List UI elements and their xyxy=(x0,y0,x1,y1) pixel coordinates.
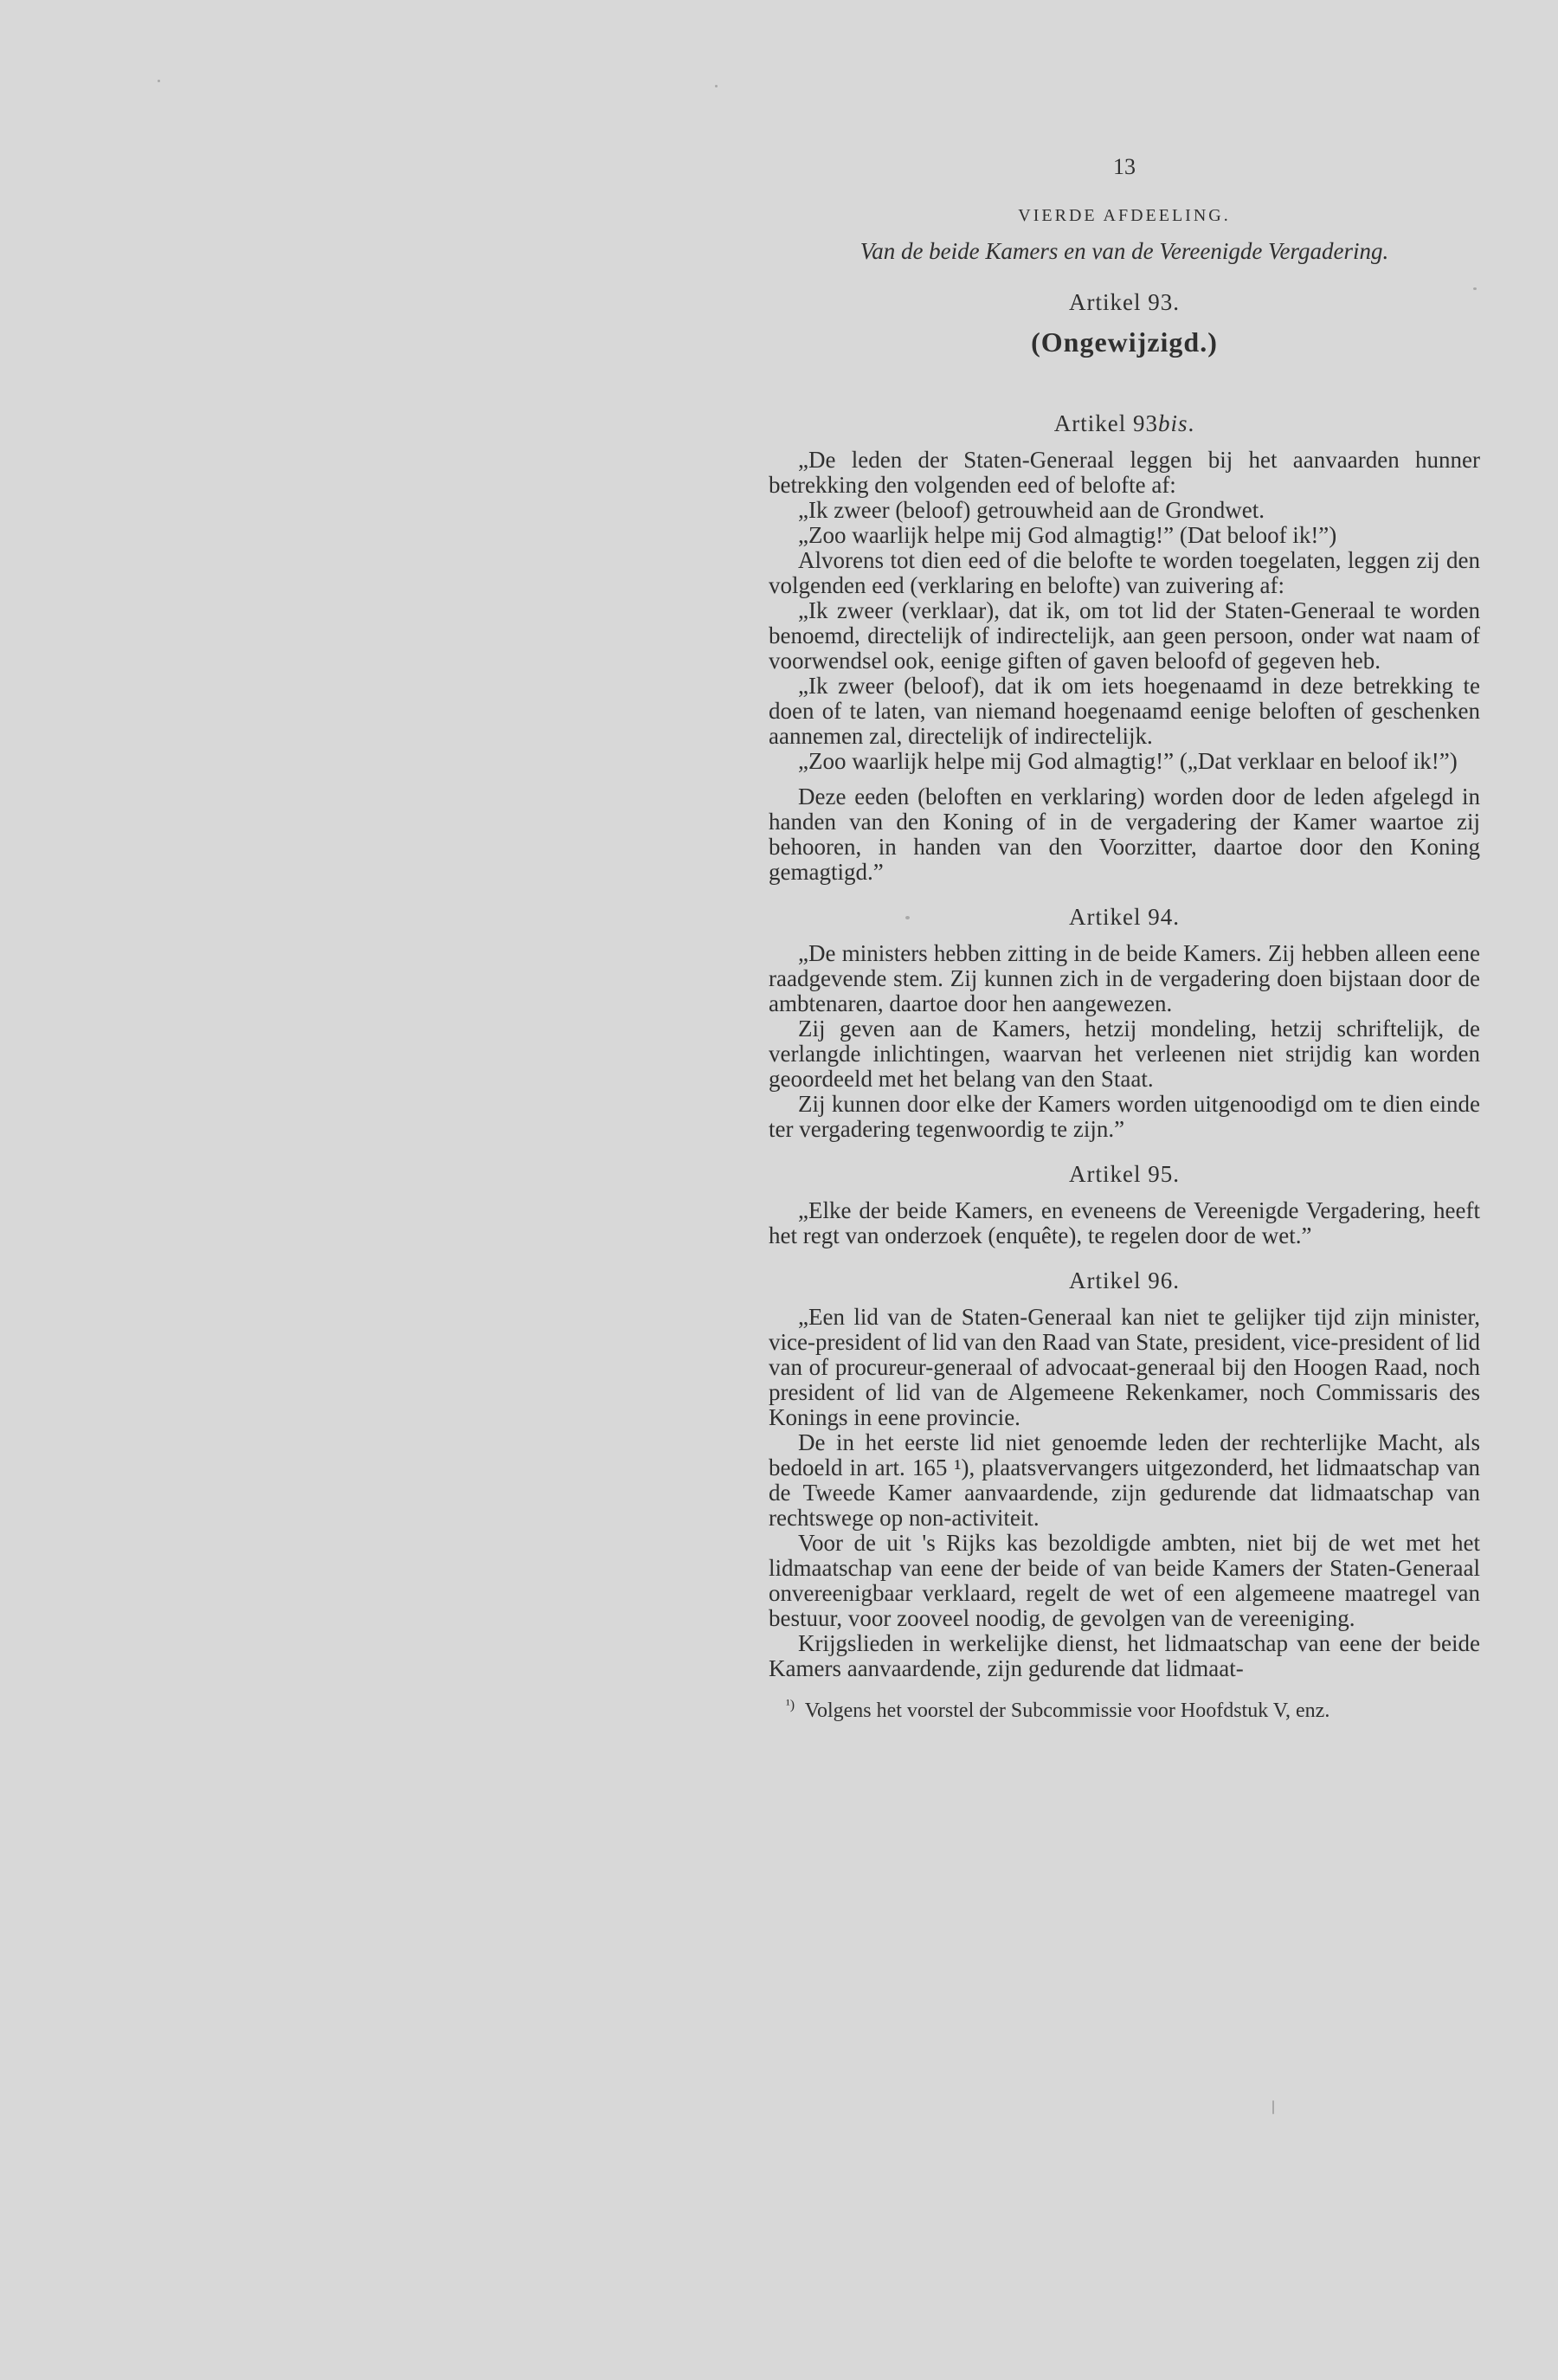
paragraph: „Een lid van de Staten-Generaal kan niet te gelijker tijd zijn minister, vice-president of lid van den Raad van State, president, vice-president of lid van of procureur-generaal of advocaat-generaal bij den Hoogen Raad, noch president of lid van de Algemeene Rekenkamer, noch Commissaris des Konings in eene provincie. xyxy=(769,1304,1480,1430)
footnote-text: Volgens het voorstel der Subcommissie voor Hoofdstuk V, enz. xyxy=(804,1700,1330,1722)
article-93bis xyxy=(769,410,1480,885)
paragraph: Voor de uit 's Rijks kas bezoldigde ambten, niet bij de wet met het lidmaatschap van eene der beide of van beide Kamers der Staten-Generaal onvereenigbaar verklaard, regelt de wet of een algemeene maatregel van bestuur, voor zooveel noodig, de gevolgen van de vereeniging. xyxy=(769,1530,1480,1631)
footnote-mark: ¹) xyxy=(786,1698,795,1712)
paragraph: Zij kunnen door elke der Kamers worden uitgenoodigd om te dien einde ter vergadering tegenwoordig te zijn.” xyxy=(769,1091,1480,1142)
scan-speck xyxy=(158,80,160,82)
footnote xyxy=(769,1693,1480,1723)
article-94 xyxy=(769,904,1480,1142)
section-subtitle: Van de beide Kamers en van de Vereenigde Vergadering. xyxy=(859,238,1389,264)
article-96 xyxy=(769,1267,1480,1681)
article-title: Artikel 96. xyxy=(1069,1267,1180,1293)
paragraph: Krijgslieden in werkelijke dienst, het lidmaatschap van eene der beide Kamers aanvaardende, zijn gedurende dat lidmaat- xyxy=(769,1630,1480,1681)
article-95 xyxy=(769,1161,1480,1248)
paragraph: „Zoo waarlijk helpe mij God almagtig!” (Dat beloof ik!”) xyxy=(798,522,1337,548)
article-93 xyxy=(769,289,1480,358)
paragraph: „Ik zweer (beloof) getrouwheid aan de Grondwet. xyxy=(798,497,1265,523)
paragraph: Alvorens tot dien eed of die belofte te worden toegelaten, leggen zij den volgenden eed (verklaring en belofte) van zuivering af: xyxy=(769,547,1480,598)
article-note: (Ongewijzigd.) xyxy=(1031,326,1218,358)
paragraph: „De leden der Staten-Generaal leggen bij het aanvaarden hunner betrekking den volgenden eed of belofte af: xyxy=(769,447,1480,498)
paragraph: „Elke der beide Kamers, en eveneens de Vereenigde Vergadering, heeft het regt van onderzoek (enquête), te regelen door de wet.” xyxy=(769,1197,1480,1248)
scan-speck xyxy=(715,85,718,87)
page-number: 13 xyxy=(1113,154,1136,179)
paragraph: „De ministers hebben zitting in de beide Kamers. Zij hebben alleen eene raadgevende stem. Zij kunnen zich in de vergadering doen bijstaan door de ambtenaren, daartoe door hen aangewezen. xyxy=(769,940,1480,1016)
paragraph: „Ik zweer (verklaar), dat ik, om tot lid der Staten-Generaal te worden benoemd, directelijk of indirectelijk, aan geen persoon, onder wat naam of voorwendsel ook, eenige giften of gaven beloofd of gegeven heb. xyxy=(769,597,1480,674)
article-suffix: bis xyxy=(1157,410,1188,436)
scan-speck xyxy=(1272,2100,1274,2114)
article-title: Artikel 95. xyxy=(1069,1161,1180,1187)
paragraph: De in het eerste lid niet genoemde leden der rechterlijke Macht, als bedoeld in art. 165 ¹), plaatsvervangers uitgezonderd, het lidmaatschap van de Tweede Kamer aanvaardende, zijn gedurende dat lidmaatschap van rechtswege op non-activiteit. xyxy=(769,1429,1480,1531)
paragraph: Deze eeden (beloften en verklaring) worden door de leden afgelegd in handen van den Koning of in de vergadering der Kamer waartoe zij behooren, in handen van den Voorzitter, daartoe door den Koning gemagtigd.” xyxy=(769,784,1480,885)
text-column xyxy=(769,139,1480,1723)
paragraph: „Ik zweer (beloof), dat ik om iets hoegenaamd in deze betrekking te doen of te laten, van niemand hoegenaamd eenige beloften of geschenken aannemen zal, directelijk of indirectelijk. xyxy=(769,673,1480,749)
article-title: Artikel 93. xyxy=(1069,289,1180,315)
article-title: Artikel 93bis. xyxy=(1053,410,1195,436)
paragraph: „Zoo waarlijk helpe mij God almagtig!” („Dat verklaar en beloof ik!”) xyxy=(798,748,1458,774)
article-title: Artikel 94. xyxy=(1069,904,1180,930)
section-heading: VIERDE AFDEELING. xyxy=(1018,206,1231,225)
paragraph: Zij geven aan de Kamers, hetzij mondeling, hetzij schriftelijk, de verlangde inlichtingen, waarvan het verleenen niet strijdig kan worden geoordeeld met het belang van den Staat. xyxy=(769,1016,1480,1092)
